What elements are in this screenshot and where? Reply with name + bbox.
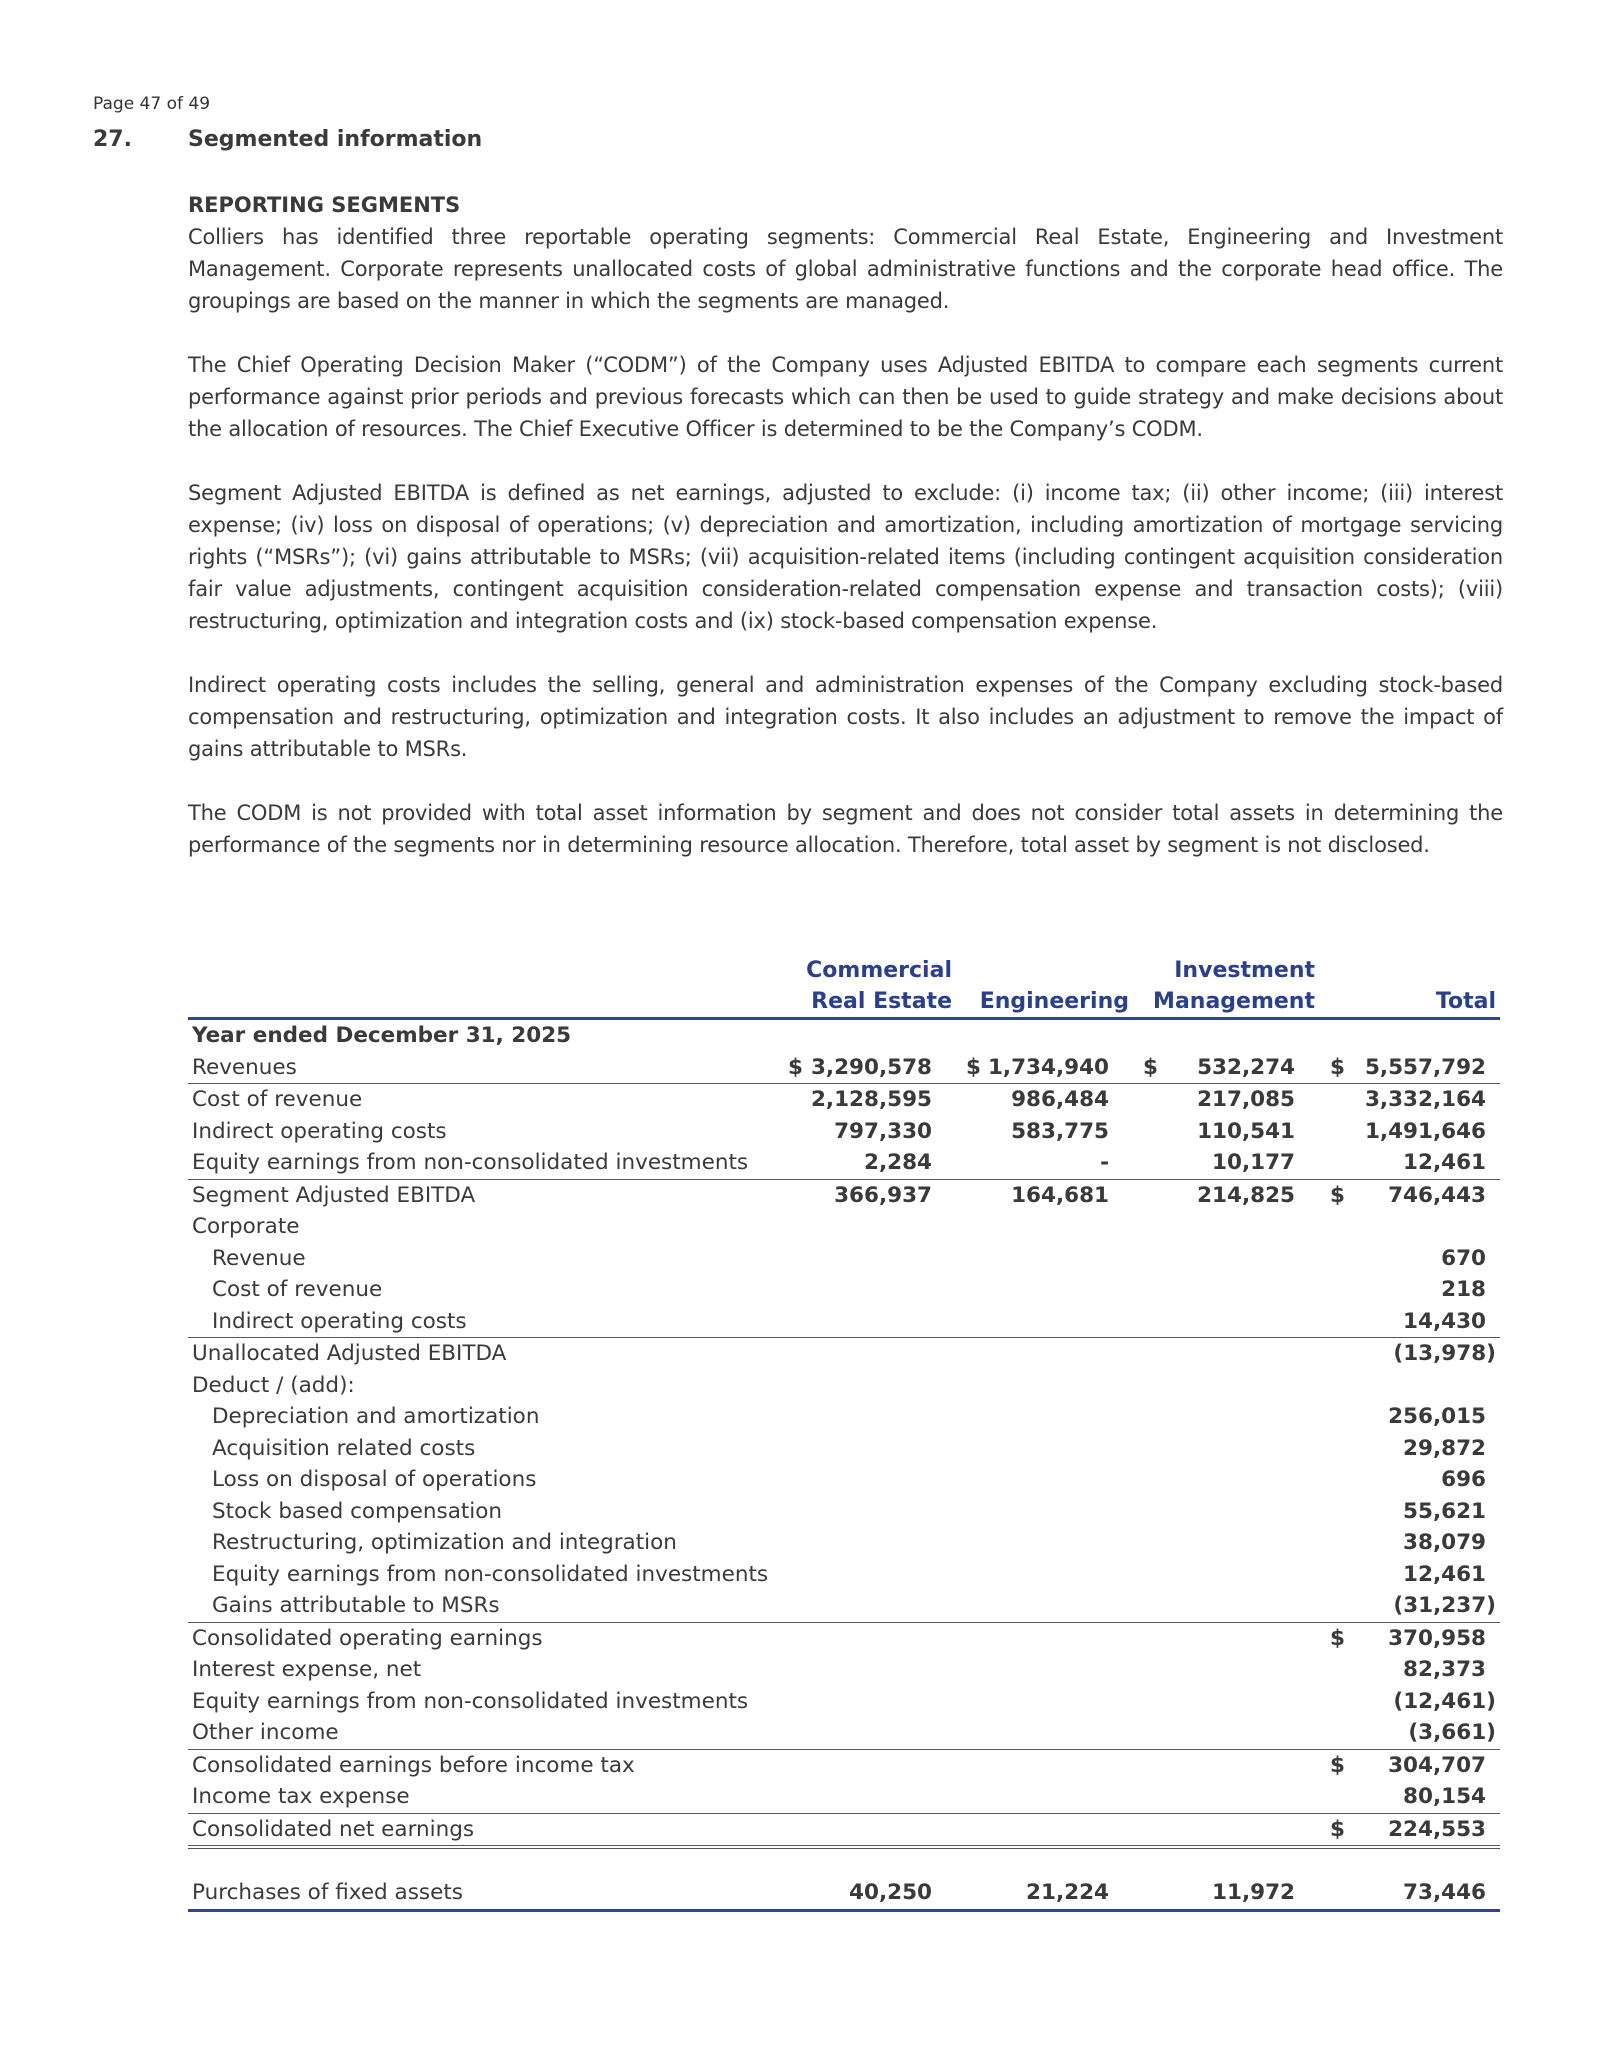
- cell: 696: [1441, 1467, 1486, 1492]
- row-label: Deduct / (add):: [192, 1372, 355, 1398]
- row-label: Other income: [192, 1720, 339, 1745]
- row-label: Cost of revenue: [212, 1277, 383, 1302]
- table-row: [188, 1559, 1500, 1591]
- row-label: Consolidated earnings before income tax: [192, 1752, 635, 1778]
- table-row: [188, 1179, 1500, 1212]
- cell: 55,621: [1403, 1498, 1486, 1524]
- cell: 1,734,940: [987, 1054, 1109, 1080]
- paragraph: The Chief Operating Decision Maker (“CODM”) of the Company uses Adjusted EBITDA to compare each segments current performance against prior periods and previous forecasts which can then be used to guide strategy and make decisions about the allocation of resources. The Chief Executive Officer is determined to be the Company’s CODM.: [188, 353, 1503, 441]
- header-line: Investment: [1174, 958, 1315, 983]
- cell: 21,224: [1026, 1880, 1109, 1905]
- currency: $: [1330, 1182, 1345, 1208]
- col-header-commercial: [806, 955, 952, 1017]
- cell: 10,177: [1212, 1150, 1295, 1175]
- table-row: [188, 1654, 1500, 1686]
- cell: 256,015: [1388, 1404, 1486, 1429]
- table-row: [188, 1147, 1500, 1179]
- cell: (13,978): [1393, 1341, 1496, 1366]
- cell: 532,274: [1197, 1054, 1295, 1080]
- cell: 12,461: [1403, 1561, 1486, 1587]
- header-line: Commercial: [806, 958, 952, 983]
- currency: $: [1330, 1054, 1345, 1080]
- header-line: Engineering: [979, 989, 1129, 1014]
- paragraph: Segment Adjusted EBITDA is defined as net earnings, adjusted to exclude: (i) income tax; (ii) other income; (iii) interest expense; (iv) loss on disposal of operations; (v) depreciation and amortization, including amortization of mortgage servicing rights (“MSRs”); (vi) gains attributable to MSRs; (vii) acquisition-related items (including contingent acquisition consideration fair value adjustments, contingent acquisition consideration-related compensation expense and transaction costs); (viii) restructuring, optimization and integration costs and (ix) stock-based compensation expense.: [188, 481, 1503, 633]
- cell: 214,825: [1197, 1182, 1295, 1208]
- row-label: Depreciation and amortization: [212, 1404, 540, 1429]
- cell: 366,937: [834, 1182, 932, 1208]
- row-label: Equity earnings from non-consolidated investments: [192, 1150, 749, 1175]
- cell: 797,330: [834, 1118, 932, 1144]
- paragraph: Indirect operating costs includes the selling, general and administration expenses of the Company excluding stock-based compensation and restructuring, optimization and integration costs. It also includes an adjustment to remove the impact of gains attributable to MSRs.: [188, 673, 1503, 761]
- page-number: Page 47 of 49: [93, 94, 211, 114]
- cell: (3,661): [1408, 1720, 1496, 1745]
- row-label: Equity earnings from non-consolidated investments: [212, 1561, 769, 1587]
- paragraph: The CODM is not provided with total asset information by segment and does not consider total assets in determining the performance of the segments nor in determining resource allocation. Therefore, total asset by segment is not disclosed.: [188, 801, 1503, 857]
- cell: 370,958: [1388, 1625, 1486, 1651]
- cell: 304,707: [1388, 1752, 1486, 1778]
- cell: (31,237): [1393, 1593, 1496, 1618]
- row-label: Revenues: [192, 1054, 297, 1080]
- cell: 38,079: [1403, 1530, 1486, 1555]
- cell: 82,373: [1403, 1657, 1486, 1682]
- table-row: [188, 1717, 1500, 1749]
- row-label: Unallocated Adjusted EBITDA: [192, 1341, 507, 1366]
- row-label: Restructuring, optimization and integration: [212, 1530, 677, 1555]
- cell: (12,461): [1393, 1688, 1496, 1714]
- header-line: Management: [1153, 989, 1315, 1014]
- cell: -: [1100, 1150, 1109, 1175]
- table-row: [188, 1464, 1500, 1496]
- table-row: [188, 1274, 1500, 1306]
- row-label: Equity earnings from non-consolidated investments: [192, 1688, 749, 1714]
- cell: 224,553: [1388, 1816, 1486, 1842]
- currency: $: [966, 1054, 981, 1080]
- table-row: [188, 1116, 1500, 1148]
- cell: 11,972: [1212, 1880, 1295, 1905]
- table-row: [188, 1337, 1500, 1370]
- currency: $: [1330, 1752, 1345, 1778]
- note-number: 27.: [93, 127, 132, 152]
- currency: $: [1330, 1816, 1345, 1842]
- row-label: Purchases of fixed assets: [192, 1880, 463, 1905]
- table-row: [188, 1527, 1500, 1559]
- cell: 2,284: [863, 1150, 932, 1175]
- table-row: [188, 1401, 1500, 1433]
- currency: $: [1330, 1625, 1345, 1651]
- table-row: [188, 1020, 1500, 1052]
- section-heading: REPORTING SEGMENTS: [188, 193, 461, 217]
- cell: 3,332,164: [1364, 1087, 1486, 1112]
- cell: 986,484: [1011, 1087, 1109, 1112]
- row-label: Stock based compensation: [212, 1498, 503, 1524]
- row-label: Indirect operating costs: [192, 1118, 447, 1144]
- cell: 583,775: [1011, 1118, 1109, 1144]
- table-row: [188, 1813, 1500, 1850]
- col-header-investment: [1153, 955, 1315, 1017]
- table-row: [188, 1622, 1500, 1655]
- header-line: Total: [1435, 989, 1496, 1014]
- paragraph: Colliers has identified three reportable operating segments: Commercial Real Estate, Engineering and Investment Management. Corporate represents unallocated costs of global administrative functions and the corporate head office. The groupings are based on the manner in which the segments are managed.: [188, 225, 1503, 313]
- table-row: [188, 1211, 1500, 1243]
- row-label: Consolidated net earnings: [192, 1816, 475, 1842]
- cell: 110,541: [1197, 1118, 1295, 1144]
- row-label: Acquisition related costs: [212, 1435, 476, 1461]
- table-header: [188, 955, 1500, 1017]
- cell: 80,154: [1403, 1784, 1486, 1809]
- row-label: Interest expense, net: [192, 1657, 422, 1682]
- cell: 3,290,578: [810, 1054, 932, 1080]
- table-row: [188, 1686, 1500, 1718]
- row-label: Segment Adjusted EBITDA: [192, 1182, 476, 1208]
- row-label: Consolidated operating earnings: [192, 1625, 543, 1651]
- cell: 746,443: [1388, 1182, 1486, 1208]
- cell: 164,681: [1011, 1182, 1109, 1208]
- row-label: Revenue: [212, 1245, 306, 1271]
- table-row: [188, 1243, 1500, 1275]
- row-label: Corporate: [192, 1214, 300, 1239]
- table-row: [188, 1877, 1500, 1912]
- table-row: [188, 1370, 1500, 1402]
- section-body: [188, 189, 1503, 317]
- table-row: [188, 1306, 1500, 1338]
- cell: 73,446: [1403, 1880, 1486, 1905]
- cell: 5,557,792: [1364, 1054, 1486, 1080]
- cell: 670: [1441, 1245, 1486, 1271]
- cell: 40,250: [849, 1880, 932, 1905]
- table-row: [188, 1083, 1500, 1116]
- cell: 12,461: [1403, 1150, 1486, 1175]
- cell: 1,491,646: [1364, 1118, 1486, 1144]
- table-row: [188, 1781, 1500, 1813]
- row-label: Income tax expense: [192, 1784, 410, 1809]
- note-title: Segmented information: [188, 127, 483, 152]
- table-row: [188, 1052, 1500, 1084]
- cell: 2,128,595: [810, 1087, 932, 1112]
- currency: $: [1143, 1054, 1158, 1080]
- row-label: Indirect operating costs: [212, 1308, 467, 1334]
- row-label: Loss on disposal of operations: [212, 1467, 537, 1492]
- header-line: Real Estate: [811, 989, 952, 1014]
- table-row: [188, 1749, 1500, 1782]
- cell: 29,872: [1403, 1435, 1486, 1461]
- period-label: Year ended December 31, 2025: [192, 1023, 572, 1048]
- col-header-engineering: [980, 986, 1129, 1017]
- cell: 217,085: [1197, 1087, 1295, 1112]
- row-label: Cost of revenue: [192, 1087, 363, 1112]
- row-label: Gains attributable to MSRs: [212, 1593, 500, 1618]
- table-row: [188, 1433, 1500, 1465]
- cell: 218: [1441, 1277, 1486, 1302]
- col-header-total: [1436, 986, 1496, 1017]
- currency: $: [788, 1054, 803, 1080]
- segment-table: [188, 955, 1500, 1912]
- cell: 14,430: [1403, 1308, 1486, 1334]
- table-row: [188, 1496, 1500, 1528]
- table-row: [188, 1590, 1500, 1622]
